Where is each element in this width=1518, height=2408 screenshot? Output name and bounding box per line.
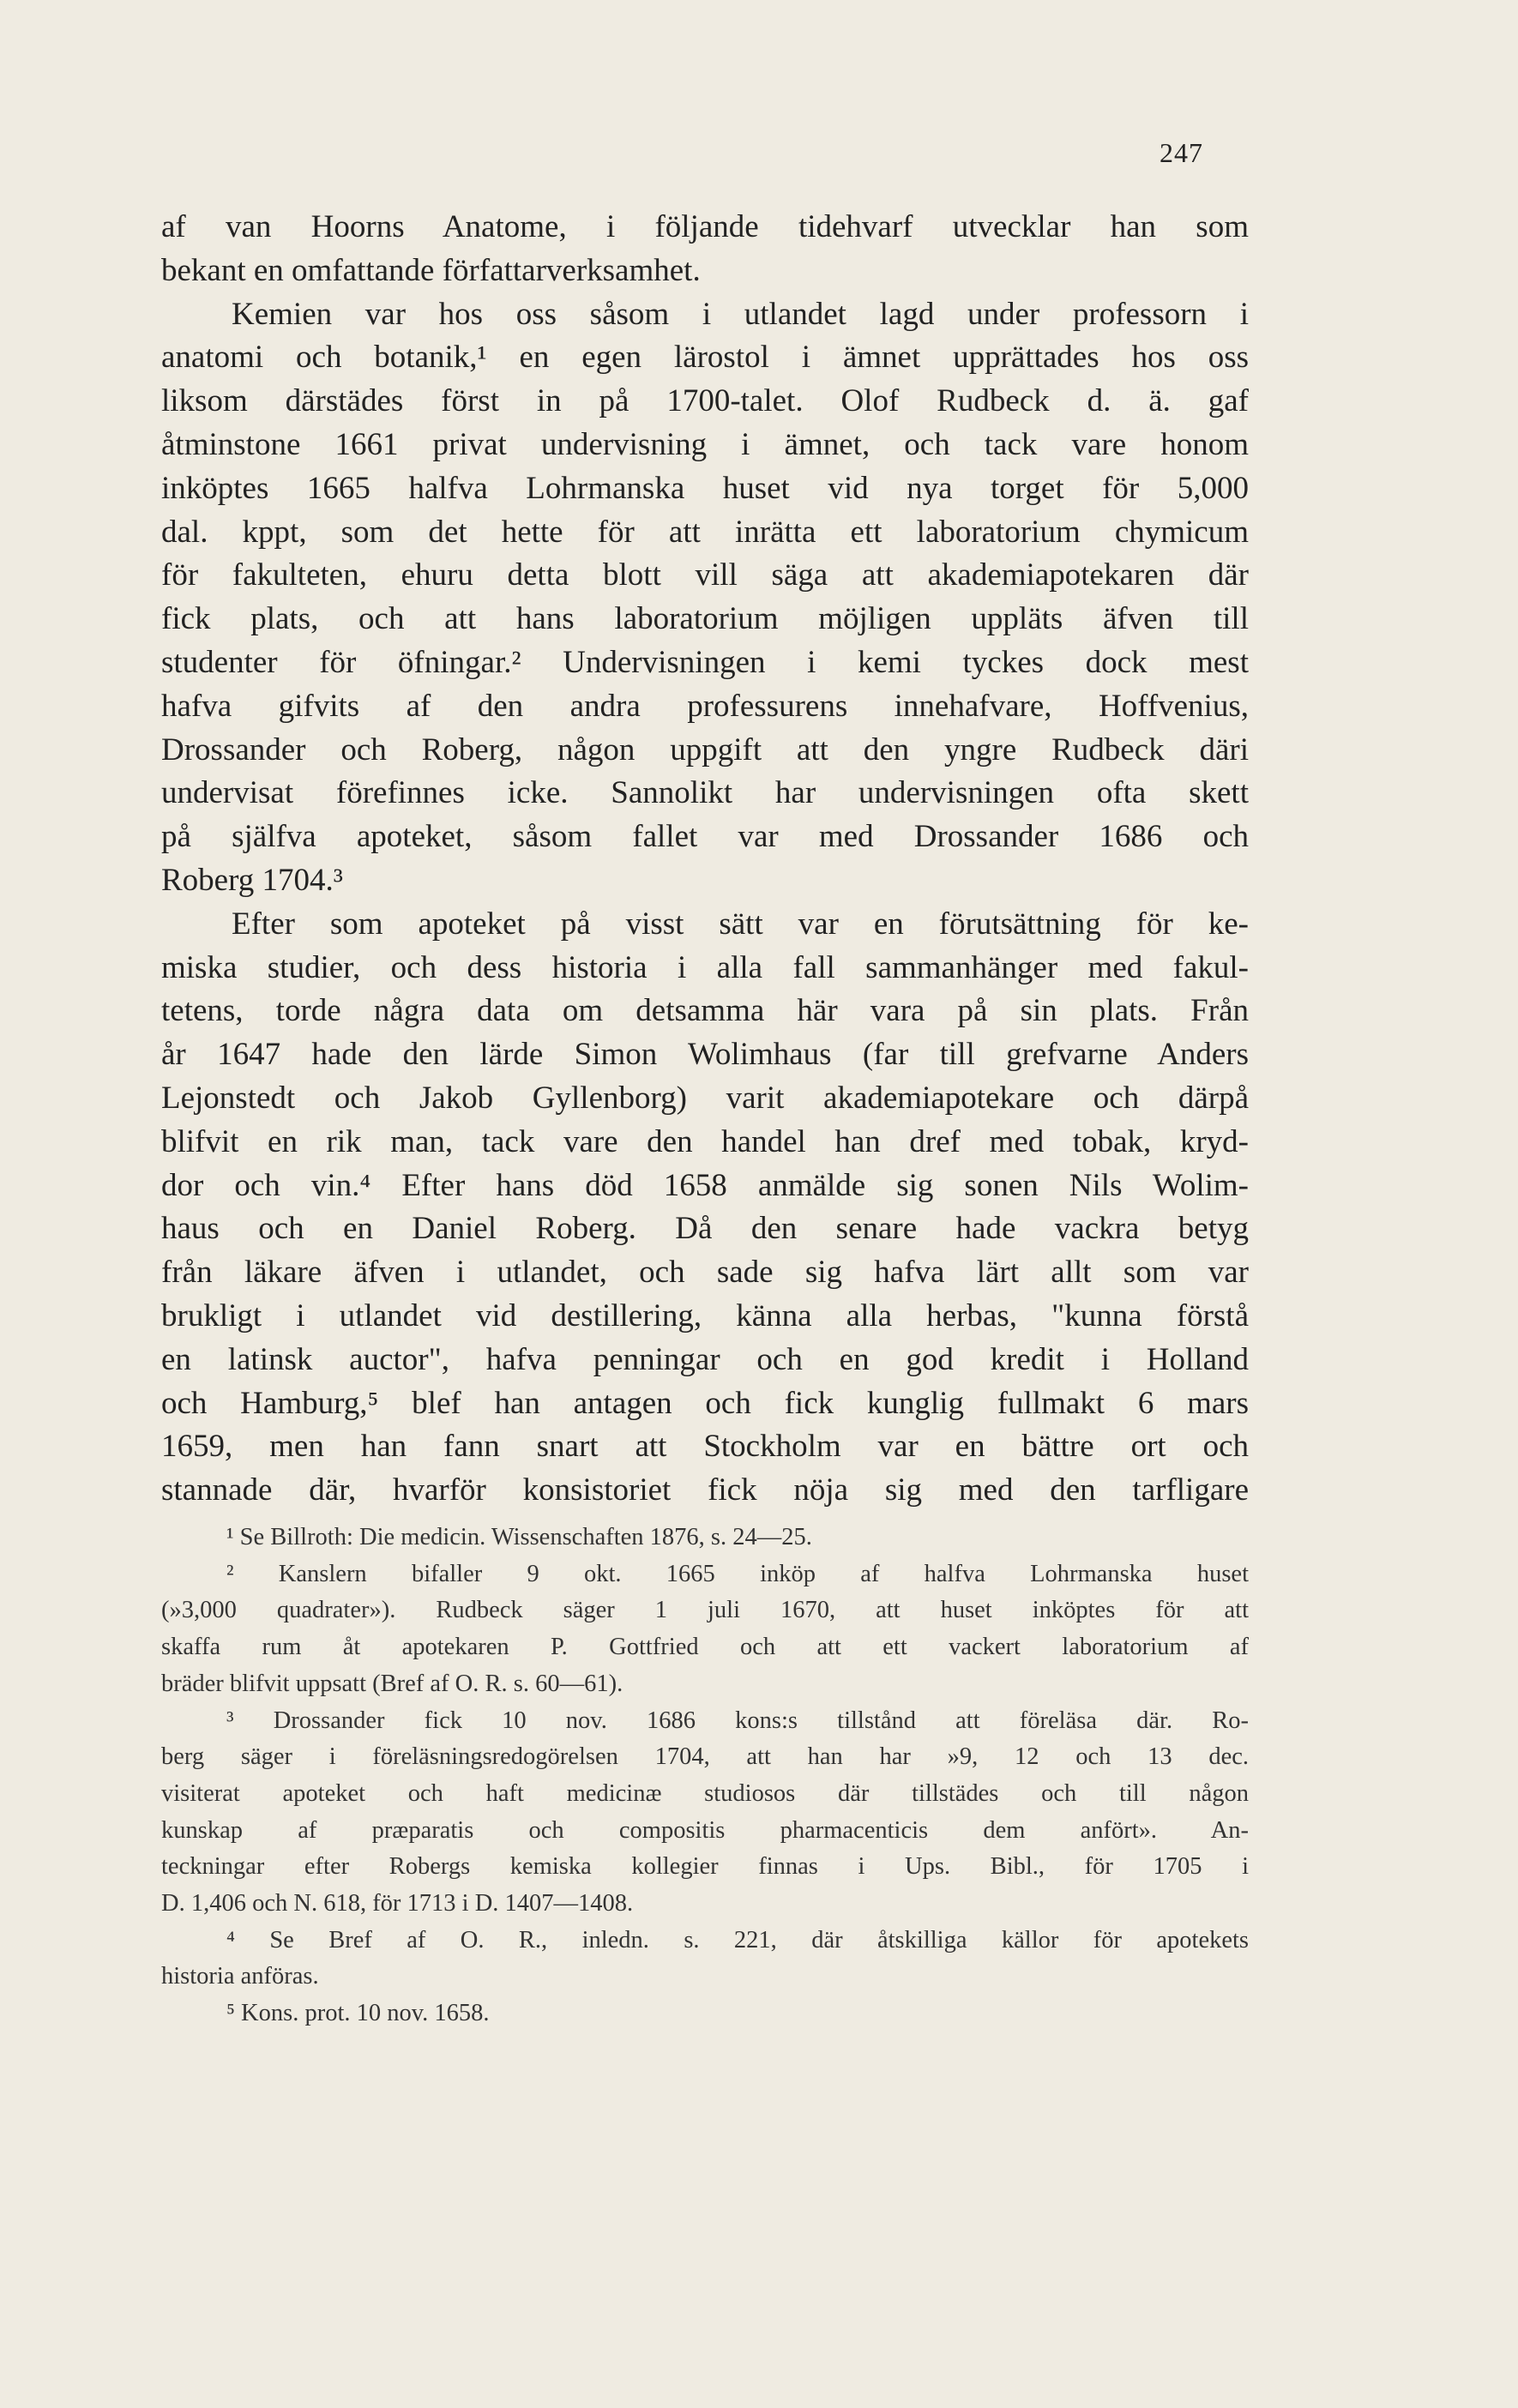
- footnote-line: kunskap af præparatis och compositis pharmacenticis dem anfört». An-: [161, 1816, 1249, 1844]
- text-line: stannade där, hvarför konsistoriet fick nöja sig med den tarfligare: [161, 1472, 1249, 1508]
- text-line: af van Hoorns Anatome, i följande tidehvarf utvecklar han som: [161, 209, 1249, 244]
- text-line: haus och en Daniel Roberg. Då den senare hade vackra betyg: [161, 1211, 1249, 1247]
- text-line: inköptes 1665 halfva Lohrmanska huset vid nya torget för 5,000: [161, 470, 1249, 506]
- text-line: åtminstone 1661 privat undervisning i ämnet, och tack vare honom: [161, 426, 1249, 462]
- text-line: från läkare äfven i utlandet, och sade sig hafva lärt allt som var: [161, 1255, 1249, 1291]
- text-line: för fakulteten, ehuru detta blott vill säga att akademiapotekaren där: [161, 557, 1249, 593]
- text-line: brukligt i utlandet vid destillering, känna alla herbas, "kunna förstå: [161, 1297, 1249, 1333]
- text-line: år 1647 hade den lärde Simon Wolimhaus (far till grefvarne Anders: [161, 1037, 1249, 1073]
- footnotes: [161, 1520, 1249, 2032]
- text-line: studenter för öfningar.² Undervisningen i kemi tyckes dock mest: [161, 644, 1249, 680]
- text-line: fick plats, och att hans laboratorium möjligen uppläts äfven till: [161, 601, 1249, 637]
- footnote-line: ² Kanslern bifaller 9 okt. 1665 inköp af halfva Lohrmanska huset: [226, 1560, 1249, 1587]
- text-line: anatomi och botanik,¹ en egen lärostol i ämnet upprättades hos oss: [161, 340, 1249, 376]
- text-line: Lejonstedt och Jakob Gyllenborg) varit akademiapotekare och därpå: [161, 1080, 1249, 1116]
- text-line: Efter som apoteket på visst sätt var en förutsättning för ke-: [232, 906, 1249, 942]
- text-line: dor och vin.⁴ Efter hans död 1658 anmälde sig sonen Nils Wolim-: [161, 1167, 1249, 1203]
- text-line: liksom därstädes först in på 1700-talet. Olof Rudbeck d. ä. gaf: [161, 383, 1249, 419]
- footnote-line: visiterat apoteket och haft medicinæ studiosos där tillstädes och till någon: [161, 1779, 1249, 1807]
- text-line: dal. kppt, som det hette för att inrätta ett laboratorium chymicum: [161, 514, 1249, 550]
- footnote-line: historia anföras.: [161, 1963, 319, 1990]
- text-line: Kemien var hos oss såsom i utlandet lagd under professorn i: [232, 296, 1249, 332]
- text-line: hafva gifvits af den andra professurens innehafvare, Hoffvenius,: [161, 688, 1249, 724]
- footnote-line: bräder blifvit uppsatt (Bref af O. R. s. 60—61).: [161, 1670, 623, 1697]
- text-line: Roberg 1704.³: [161, 862, 343, 898]
- text-line: och Hamburg,⁵ blef han antagen och fick kunglig fullmakt 6 mars: [161, 1385, 1249, 1421]
- text-line: undervisat förefinnes icke. Sannolikt har undervisningen ofta skett: [161, 775, 1249, 811]
- text-line: miska studier, och dess historia i alla fall sammanhänger med fakul-: [161, 949, 1249, 985]
- footnote-line: skaffa rum åt apotekaren P. Gottfried och att ett vackert laboratorium af: [161, 1634, 1249, 1661]
- body-text: [161, 206, 1249, 1513]
- text-line: bekant en omfattande författarverksamhet.: [161, 252, 701, 288]
- text-line: Drossander och Roberg, någon uppgift att den yngre Rudbeck däri: [161, 731, 1249, 768]
- text-line: tetens, torde några data om detsamma här vara på sin plats. Från: [161, 993, 1249, 1029]
- footnote-line: D. 1,406 och N. 618, för 1713 i D. 1407—1408.: [161, 1890, 634, 1917]
- text-line: blifvit en rik man, tack vare den handel han dref med tobak, kryd-: [161, 1123, 1249, 1159]
- page-number: 247: [1160, 137, 1203, 168]
- footnote-line: ³ Drossander fick 10 nov. 1686 kons:s tillstånd att föreläsa där. Ro-: [226, 1707, 1249, 1734]
- footnote-line: ⁴ Se Bref af O. R., inledn. s. 221, där åtskilliga källor för apotekets: [226, 1926, 1249, 1953]
- text-line: 1659, men han fann snart att Stockholm var en bättre ort och: [161, 1429, 1249, 1465]
- footnote-line: (»3,000 quadrater»). Rudbeck säger 1 juli 1670, att huset inköptes för att: [161, 1597, 1249, 1624]
- footnote-line: ¹ Se Billroth: Die medicin. Wissenschaften 1876, s. 24—25.: [226, 1524, 812, 1550]
- footnote-line: ⁵ Kons. prot. 10 nov. 1658.: [226, 2000, 490, 2027]
- footnote-line: berg säger i föreläsningsredogörelsen 1704, att han har »9, 12 och 13 dec.: [161, 1743, 1249, 1771]
- footnote-line: teckningar efter Robergs kemiska kollegier finnas i Ups. Bibl., för 1705 i: [161, 1853, 1249, 1881]
- text-line: en latinsk auctor", hafva penningar och en god kredit i Holland: [161, 1341, 1249, 1377]
- text-line: på själfva apoteket, såsom fallet var med Drossander 1686 och: [161, 819, 1249, 855]
